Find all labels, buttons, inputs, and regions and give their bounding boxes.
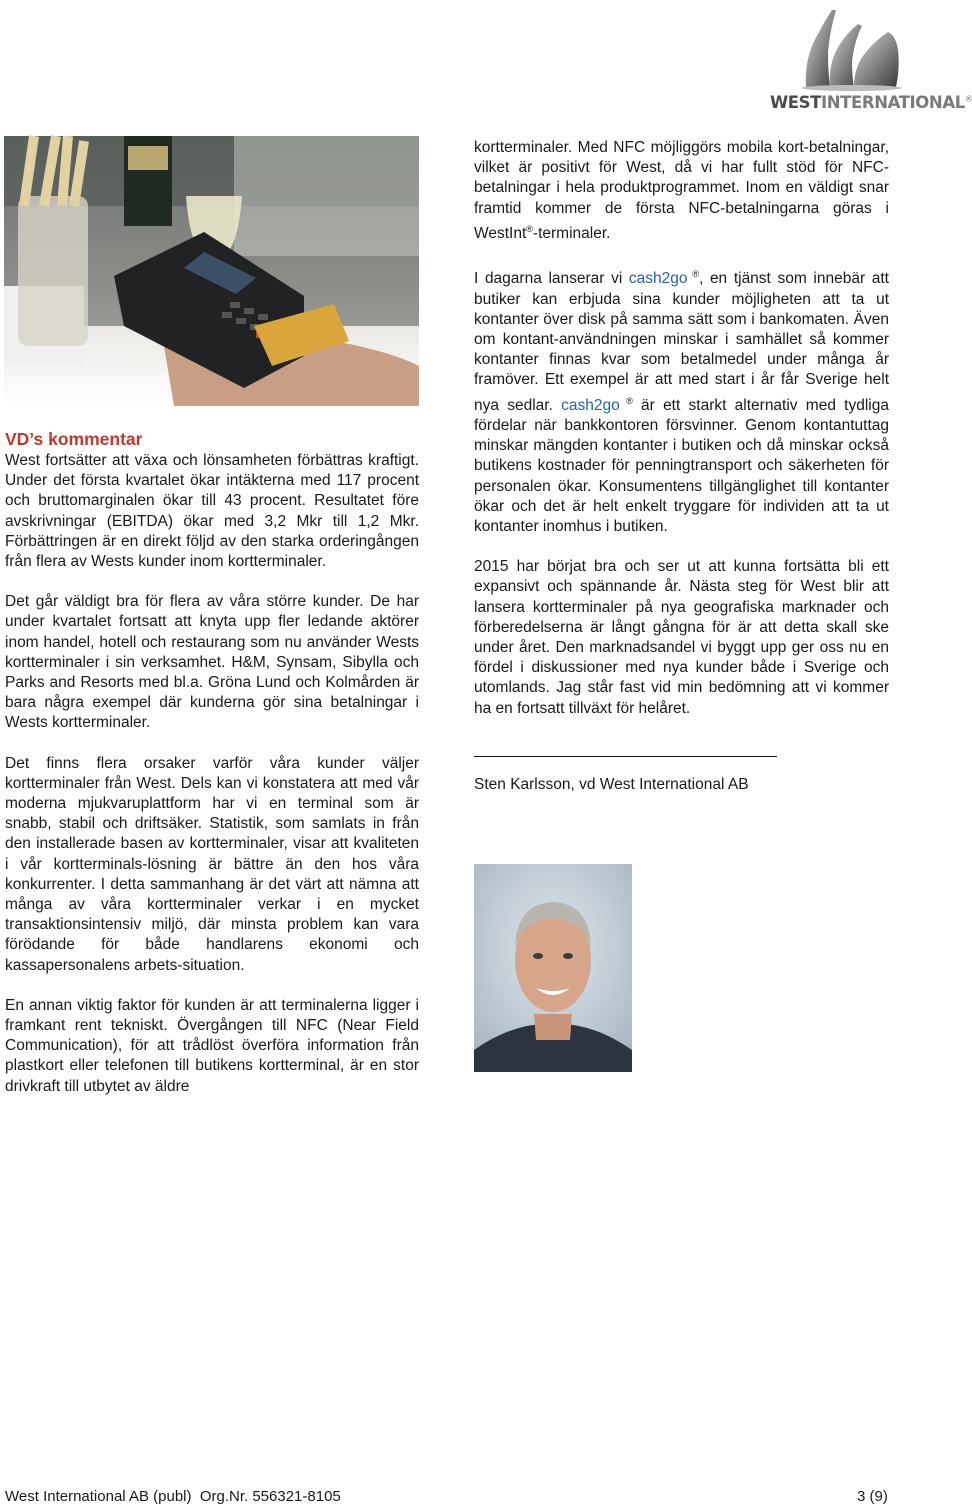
section-heading: VD’s kommentar xyxy=(5,429,143,449)
signature-line xyxy=(474,756,777,757)
logo-wordmark: WESTINTERNATIONAL® xyxy=(770,93,972,112)
paragraph: Det går väldigt bra för flera av våra större kunder. De har under kvartalet fortsatt att knyta upp fler ledande aktörer inom handel, hotell och restaurang som nu använder Wests kortterminaler i sin verksamhet. H&M, Synsam, Sibylla och Parks and Resorts med bl.a. Gröna Lund och Kolmården är bara några exempel där kunderna gör sina betalningar i Wests kortterminaler. xyxy=(5,593,419,732)
page-number: 3 (9) xyxy=(857,1488,888,1505)
paragraph: West fortsätter att växa och lönsamheten förbättras kraftigt. Under det första kvartalet ökar intäkterna med 117 procent och bruttomarginalen ökar till 43 procent. Resultatet före avskrivningar (EBITDA) ökar med 3,2 Mkr till 1,2 Mkr. Förbättringen är en direkt följd av den starka orderingången från flera av Wests kunder inom kortterminaler. xyxy=(5,452,419,571)
footer-company: West International AB (publ) Org.Nr. 556321-8105 xyxy=(5,1488,341,1505)
right-column xyxy=(474,138,889,795)
portrait-photo xyxy=(474,864,632,1072)
paragraph: 2015 har börjat bra och ser ut att kunna fortsätta bli ett expansivt och spännande år. Nästa steg för West blir att lansera kortterminaler på nya geografiska marknader och förberedelserna är långt gångna för är att detta skall ske under året. Den marknadsandel vi byggt upp ger oss nu en fördel i diskussioner med nya kunder både i Sverige och utomlands. Jag står fast vid min bedömning att vi kommer ha en fortsatt tillväxt för helåret. xyxy=(474,558,889,717)
cash2go-brand: cash2go xyxy=(561,396,620,414)
paragraph: I dagarna lanserar vi cash2go ®, en tjänst som innebär att butiker kan erbjuda sina kunder möjligheten att ta ut kontanter över disk på samma sätt som i bankomaten. Även om kontant-användningen minskar i samhället så kommer kontanter finnas kvar som betalmedel under många år framöver. Ett exempel är att med start i år får Sverige helt nya sedlar. cash2go ® är ett starkt alternativ med tydliga fördelar när bankkontoren försvinner. Genom kontantuttag minskar mängden kontanter i butiken och då minskar också butikens kostnader för penningtransport och säkerheten för personalen ökar. Konsumentens tillgänglighet till kontanter ökar och det är helt enkelt tryggare för individen att ta ut kontanter inomhus i butiken. xyxy=(474,269,889,535)
left-column xyxy=(5,427,419,1097)
payment-terminal-photo xyxy=(4,136,419,406)
paragraph: kortterminaler. Med NFC möjliggörs mobila kort-betalningar, vilket är positivt för West, då vi har fullt stöd för NFC-betalningar i hela produktprogrammet. Inom en väldigt snar framtid kommer de första NFC-betalningarna göras i WestInt®-terminaler. xyxy=(474,139,889,242)
paragraph: En annan viktig faktor för kunden är att terminalerna ligger i framkant rent tekniskt. Övergången till NFC (Near Field Communication), för att trådlöst överföra information från plastkort eller telefonen till butikens kortterminal, är en stor drivkraft till utbytet av äldre xyxy=(5,996,419,1095)
paragraph: Det finns flera orsaker varför våra kunder väljer kortterminaler från West. Dels kan vi konstatera att med vår moderna mjukvaruplattform har vi en terminal som är snabb, stabil och driftsäker. Statistik, som samlats in från den installerade basen av kortterminaler, visar att kvaliteten i vår kortterminals-lösning är bättre än den hos våra konkurrenter. I detta sammanhang är det värt att nämna att många av våra kortterminaler verkar i en mycket transaktionsintensiv miljö, där minsta problem kan vara förödande för både handlarens ekonomi och kassapersonalens arbets-situation. xyxy=(5,754,419,974)
signature: Sten Karlsson, vd West International AB xyxy=(474,775,749,793)
cash2go-brand: cash2go xyxy=(628,270,688,288)
